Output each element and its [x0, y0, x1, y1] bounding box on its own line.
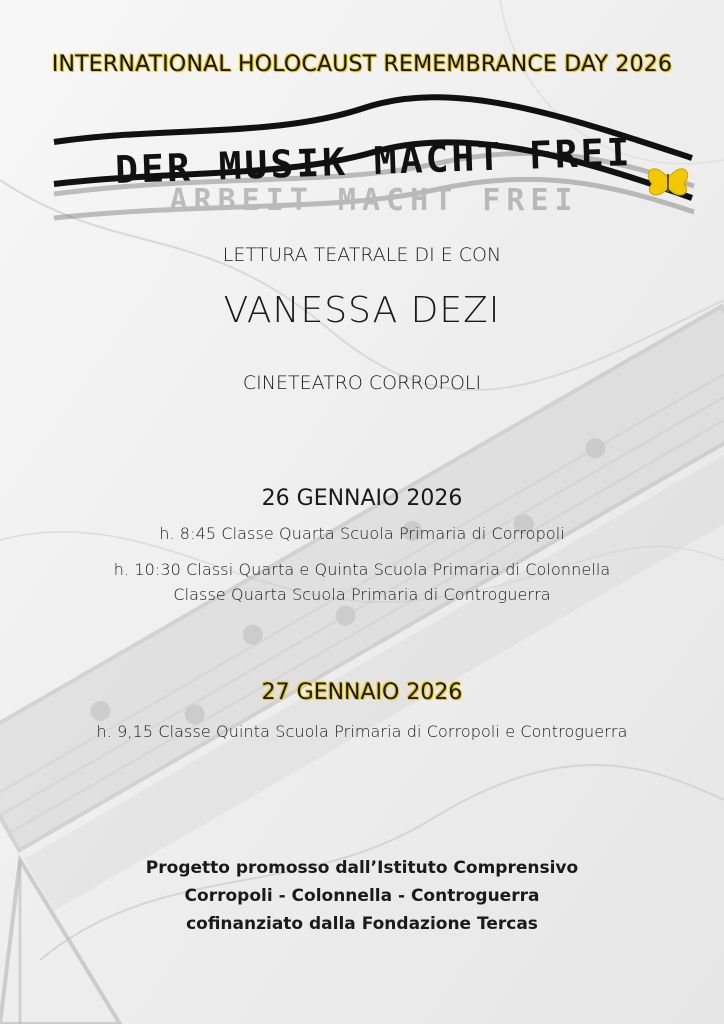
event-title: INTERNATIONAL HOLOCAUST REMEMBRANCE DAY 2026 — [51, 52, 673, 77]
performer-name: VANESSA DEZI — [223, 290, 501, 331]
venue-name: CINETEATRO CORROPOLI — [242, 372, 482, 394]
footer-line: Progetto promosso dall’Istituto Comprensivo — [145, 858, 579, 878]
schedule-date: 27 GENNAIO 2026 — [261, 680, 463, 705]
schedule-date: 26 GENNAIO 2026 — [261, 486, 463, 511]
banner-shadow-text: ARBEIT MACHT FREI — [169, 183, 579, 218]
performance-subtitle: LETTURA TEATRALE DI E CON — [222, 244, 502, 266]
schedule-entry: Classe Quarta Scuola Primaria di Controguerra — [173, 585, 551, 604]
schedule-entry: h. 9,15 Classe Quinta Scuola Primaria di Corropoli e Controguerra — [96, 722, 628, 741]
schedule-entry: h. 10:30 Classi Quarta e Quinta Scuola Primaria di Colonnella — [113, 560, 611, 579]
banner-title: DER MUSIK MACHT FREI — [114, 129, 634, 193]
footer-line: Corropoli - Colonnella - Controguerra — [184, 886, 540, 906]
footer-line: cofinanziato dalla Fondazione Tercas — [186, 914, 538, 934]
schedule-entry: h. 8:45 Classe Quarta Scuola Primaria di Corropoli — [159, 524, 565, 543]
